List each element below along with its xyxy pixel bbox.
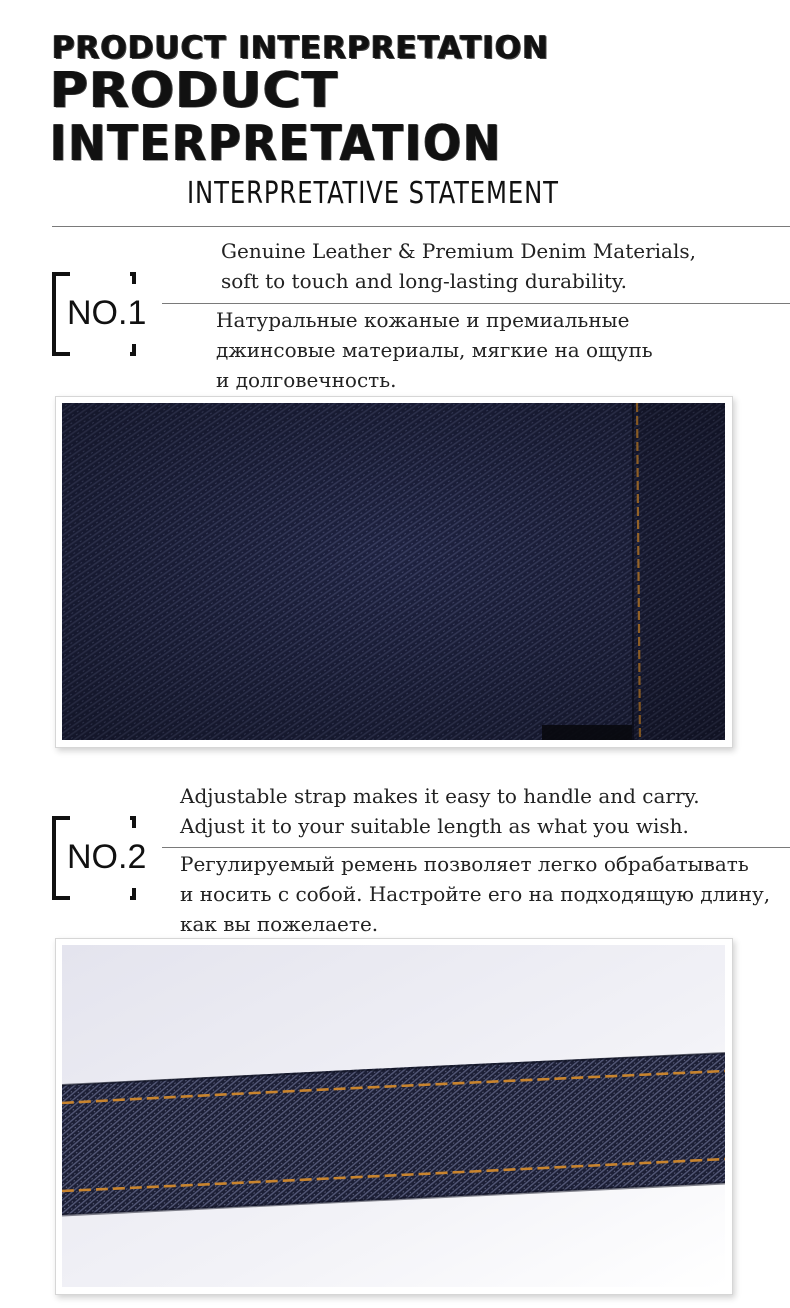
- feature-text-en-line: Adjust it to your suitable length as what you wish.: [180, 814, 689, 838]
- feature-divider: [162, 847, 790, 848]
- feature-text-ru-line: и носить с собой. Настройте его на подходящую длину,: [180, 882, 771, 906]
- feature-text-ru-line: Регулируемый ремень позволяет легко обрабатывать: [180, 852, 749, 876]
- header-title-large-line1: PRODUCT: [50, 62, 339, 120]
- feature-text-en-line: Adjustable strap makes it easy to handle and carry.: [180, 784, 700, 808]
- header-subtitle: INTERPRETATIVE STATEMENT: [187, 176, 559, 211]
- feature-text-ru-line: Натуральные кожаные и премиальные: [216, 308, 630, 332]
- feature-text-ru-line: как вы пожелаете.: [180, 912, 379, 936]
- denim-strap-photo: [55, 938, 733, 1295]
- feature-number-badge: [52, 816, 147, 900]
- feature-text-en-line: Genuine Leather & Premium Denim Materials,: [221, 239, 696, 263]
- header-title-large-line2: INTERPRETATION: [50, 115, 503, 173]
- feature-number-badge: [52, 272, 147, 356]
- feature-number-label: NO.2: [67, 838, 147, 876]
- feature-text-ru-line: и долговечность.: [216, 368, 397, 392]
- denim-fabric-image: [62, 403, 725, 740]
- feature-text-en-line: soft to touch and long-lasting durability.: [221, 269, 628, 293]
- section-divider: [52, 226, 790, 227]
- feature-number-label: NO.1: [67, 294, 147, 332]
- denim-strap-image: [62, 945, 725, 1287]
- feature-divider: [162, 303, 790, 304]
- feature-text-ru-line: джинсовые материалы, мягкие на ощупь: [216, 338, 653, 362]
- header-title-small: PRODUCT INTERPRETATION: [52, 30, 550, 66]
- denim-fabric-photo: [55, 396, 733, 748]
